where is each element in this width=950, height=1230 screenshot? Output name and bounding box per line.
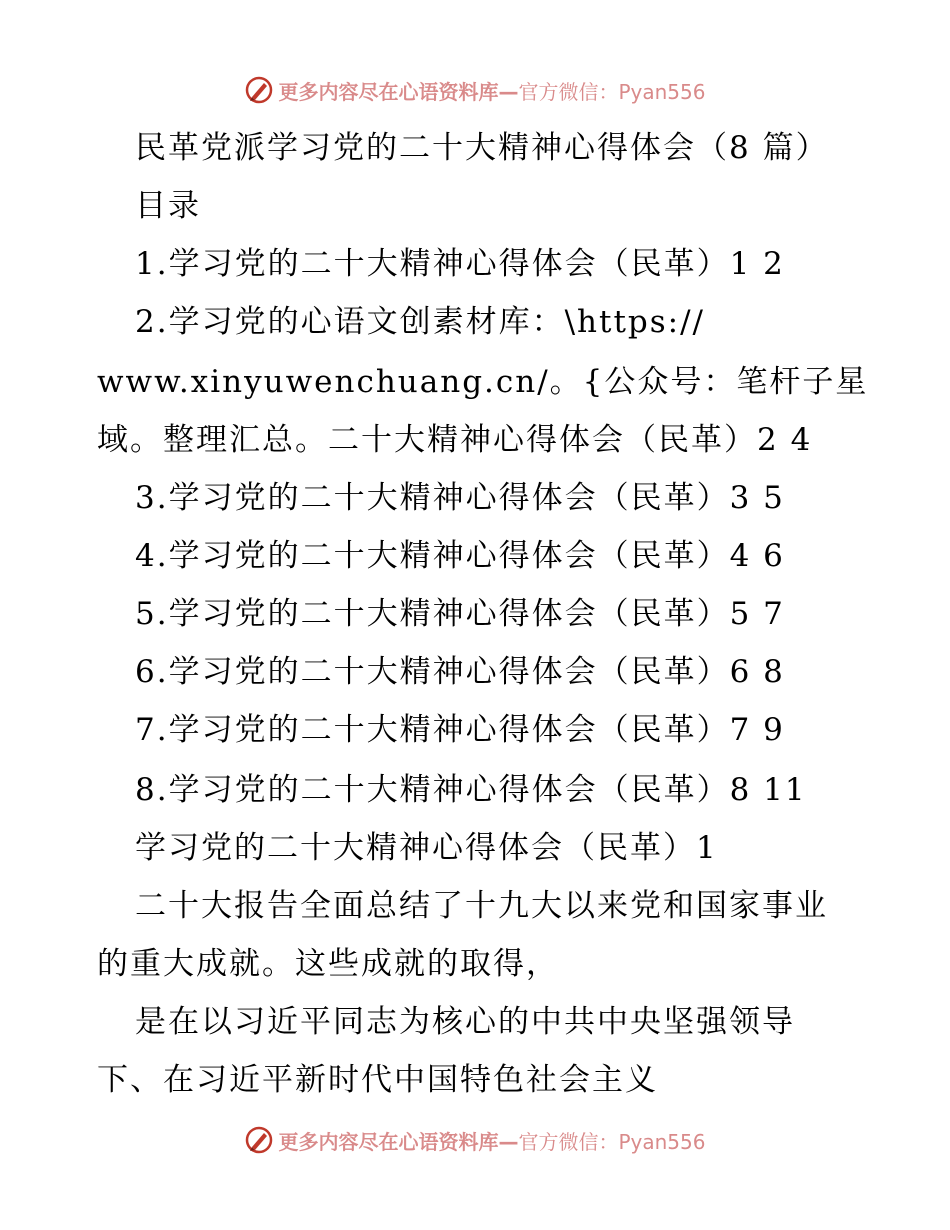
header-banner (0, 70, 950, 110)
toc-heading: 目录 (135, 188, 201, 224)
body-paragraph-line: 二十大报告全面总结了十九大以来党和国家事业 (135, 888, 828, 924)
toc-item: 6.学习党的二十大精神心得体会（民革）6 8 (135, 654, 785, 690)
toc-item: 7.学习党的二十大精神心得体会（民革）7 9 (135, 712, 785, 748)
toc-item: 域。整理汇总。二十大精神心得体会（民革）2 4 (97, 422, 813, 458)
toc-item: 2.学习党的心语文创素材库：\https:// (135, 304, 705, 340)
banner-text (278, 76, 705, 105)
toc-item: 8.学习党的二十大精神心得体会（民革）8 11 (135, 772, 807, 808)
banner-wechat-text: 官方微信：Pyan556 (518, 1129, 706, 1154)
section-heading: 学习党的二十大精神心得体会（民革）1 (135, 830, 718, 866)
document-title: 民革党派学习党的二十大精神心得体会（8 篇） (135, 130, 829, 166)
toc-item: 3.学习党的二十大精神心得体会（民革）3 5 (135, 480, 785, 516)
banner-wechat-text: 官方微信：Pyan556 (518, 79, 706, 104)
toc-item: 5.学习党的二十大精神心得体会（民革）5 7 (135, 596, 785, 632)
body-paragraph-line: 是在以习近平同志为核心的中共中央坚强领导 (135, 1004, 795, 1040)
banner-library-text: 更多内容尽在心语资料库— (278, 79, 519, 104)
body-paragraph-line: 的重大成就。这些成就的取得， (97, 946, 559, 982)
banner-text (278, 1126, 705, 1155)
pen-logo-icon (244, 1125, 274, 1155)
body-paragraph-line: 下、在习近平新时代中国特色社会主义 (97, 1062, 658, 1098)
toc-item: 4.学习党的二十大精神心得体会（民革）4 6 (135, 538, 785, 574)
pen-logo-icon (244, 75, 274, 105)
toc-item: www.xinyuwenchuang.cn/。{公众号：笔杆子星 (97, 364, 869, 400)
banner-library-text: 更多内容尽在心语资料库— (278, 1129, 519, 1154)
toc-item: 1.学习党的二十大精神心得体会（民革）1 2 (135, 246, 785, 282)
footer-banner (0, 1120, 950, 1160)
